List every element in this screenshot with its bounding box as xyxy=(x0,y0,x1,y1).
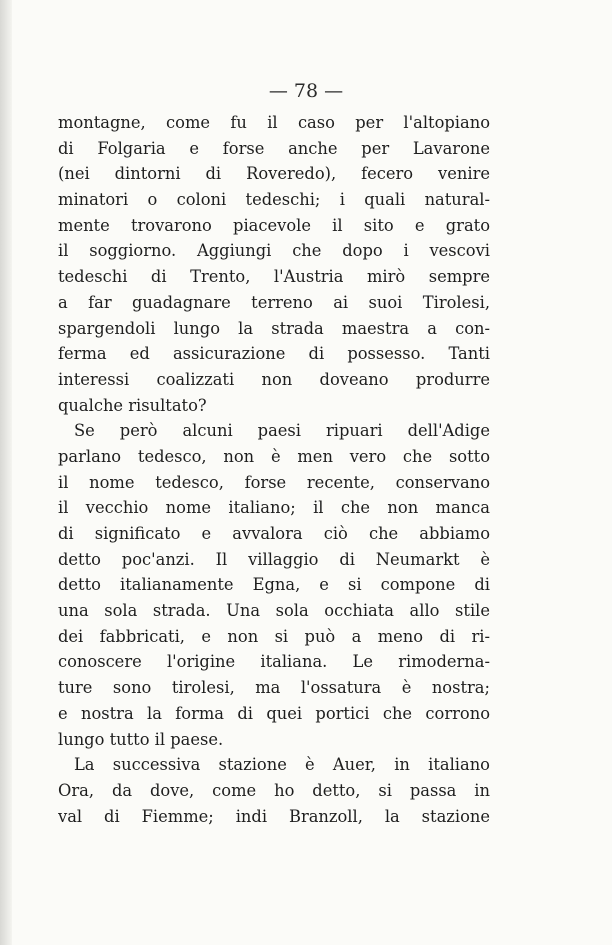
text-line: mente trovarono piacevole il sito e grato xyxy=(58,215,490,235)
text-line: il vecchio nome italiano; il che non manca xyxy=(58,498,490,518)
text-line: parlano tedesco, non è men vero che sotto xyxy=(58,446,490,466)
text-line: a far guadagnare terreno ai suoi Tirolesi, xyxy=(58,292,490,312)
text-line: ture sono tirolesi, ma l'ossatura è nostra; xyxy=(58,678,490,698)
text-line: il nome tedesco, forse recente, conservano xyxy=(58,472,490,492)
text-line: una sola strada. Una sola occhiata allo stile xyxy=(58,601,490,621)
text-line: minatori o coloni tedeschi; i quali natural- xyxy=(58,190,490,210)
text-line: il soggiorno. Aggiungi che dopo i vescovi xyxy=(58,241,490,261)
text-line: interessi coalizzati non doveano produrre xyxy=(58,369,490,389)
text-line: conoscere l'origine italiana. Le rimoderna- xyxy=(58,652,490,672)
text-line: detto italianamente Egna, e si compone di xyxy=(58,575,490,595)
text-line: spargendoli lungo la strada maestra a con- xyxy=(58,318,490,338)
text-line: Se però alcuni paesi ripuari dell'Adige xyxy=(74,421,490,441)
text-line: qualche risultato? xyxy=(58,395,207,415)
text-line: tedeschi di Trento, l'Austria mirò sempre xyxy=(58,267,490,287)
text-line: (nei dintorni di Roveredo), fecero venire xyxy=(58,164,490,184)
text-line: di Folgaria e forse anche per Lavarone xyxy=(58,138,490,158)
text-line: detto poc'anzi. Il villaggio di Neumarkt è xyxy=(58,549,490,569)
page-binding-edge xyxy=(0,0,12,945)
text-line: Ora, da dove, come ho detto, si passa in xyxy=(58,780,490,800)
text-line: montagne, come fu il caso per l'altopiano xyxy=(58,113,490,132)
text-line: lungo tutto il paese. xyxy=(58,729,224,749)
text-line: ferma ed assicurazione di possesso. Tanti xyxy=(58,344,490,364)
page-number: — 78 — xyxy=(268,80,344,102)
text-line: dei fabbricati, e non si può a meno di ri- xyxy=(58,626,490,646)
text-line: e nostra la forma di quei portici che corrono xyxy=(58,703,490,723)
text-line: di significato e avvalora ciò che abbiamo xyxy=(58,524,490,543)
text-line: La successiva stazione è Auer, in italiano xyxy=(74,755,490,775)
body-text xyxy=(58,110,490,829)
text-line: val di Fiemme; indi Branzoll, la stazione xyxy=(58,806,490,826)
